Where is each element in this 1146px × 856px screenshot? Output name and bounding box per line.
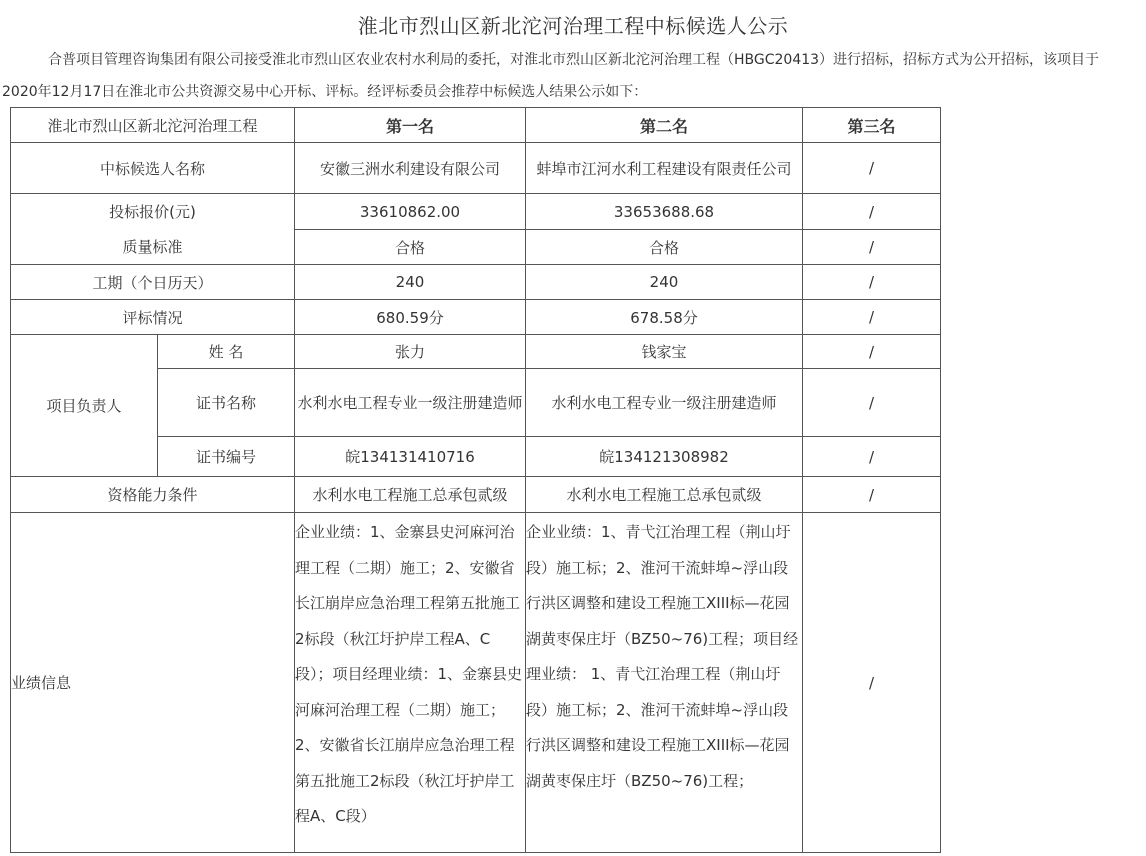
cell-first: 水利水电工程专业一级注册建造师 bbox=[295, 369, 526, 437]
row-label: 业绩信息 bbox=[11, 513, 295, 853]
cell-third: / bbox=[803, 437, 941, 477]
row-label: 投标报价(元) bbox=[11, 194, 295, 230]
cell-third: / bbox=[803, 513, 941, 853]
table-header-row bbox=[11, 108, 941, 143]
cell-first: 企业业绩：1、金寨县史河麻河治理工程（二期）施工；2、安徽省长江崩岸应急治理工程第五批施工2标段（秋江圩护岸工程A、C段）；项目经理业绩：1、金寨县史河麻河治理工程（二期）施工；2、安徽省长江崩岸应急治理工程第五批施工2标段（秋江圩护岸工程A、C段） bbox=[295, 513, 526, 853]
table-row bbox=[11, 513, 941, 853]
row-label: 项目负责人 bbox=[11, 335, 158, 477]
cell-first: 合格 bbox=[295, 230, 526, 265]
row-label: 资格能力条件 bbox=[11, 477, 295, 513]
cell-second: 678.58分 bbox=[526, 300, 803, 335]
cell-second: 合格 bbox=[526, 230, 803, 265]
cell-first: 680.59分 bbox=[295, 300, 526, 335]
row-label: 质量标准 bbox=[11, 230, 295, 265]
table-row bbox=[11, 143, 941, 194]
cell-second: 皖134121308982 bbox=[526, 437, 803, 477]
cell-third: / bbox=[803, 369, 941, 437]
table-row bbox=[11, 265, 941, 300]
cell-second: 水利水电工程专业一级注册建造师 bbox=[526, 369, 803, 437]
cell-first: 240 bbox=[295, 265, 526, 300]
cell-second: 企业业绩：1、青弋江治理工程（荆山圩段）施工标；2、淮河干流蚌埠~浮山段行洪区调整和建设工程施工XIII标—花园湖黄枣保庄圩（BZ50~76)工程；项目经理业绩： 1、青弋江治理工程（荆山圩段）施工标；2、淮河干流蚌埠~浮山段行洪区调整和建设工程施工XIII标—花园湖黄枣保庄圩（BZ50~76)工程； bbox=[526, 513, 803, 853]
header-third: 第三名 bbox=[803, 108, 941, 143]
table-row bbox=[11, 194, 941, 230]
sub-label: 姓 名 bbox=[158, 335, 295, 369]
intro-paragraph: 合普项目管理咨询集团有限公司接受淮北市烈山区农业农村水利局的委托，对淮北市烈山区新北沱河治理工程（HBGC20413）进行招标，招标方式为公开招标，该项目于2020年12月17日在淮北市公共资源交易中心开标、评标。经评标委员会推荐中标候选人结果公示如下： bbox=[2, 52, 1100, 100]
cell-third: / bbox=[803, 230, 941, 265]
cell-first: 安徽三洲水利建设有限公司 bbox=[295, 143, 526, 194]
row-label: 工期（个日历天） bbox=[11, 265, 295, 300]
header-first: 第一名 bbox=[295, 108, 526, 143]
page-title: 淮北市烈山区新北沱河治理工程中标候选人公示 bbox=[357, 14, 789, 38]
cell-third: / bbox=[803, 143, 941, 194]
table-row bbox=[11, 230, 941, 265]
cell-third: / bbox=[803, 265, 941, 300]
table-row bbox=[11, 300, 941, 335]
cell-first: 张力 bbox=[295, 335, 526, 369]
cell-third: / bbox=[803, 194, 941, 230]
cell-first: 皖134131410716 bbox=[295, 437, 526, 477]
header-second: 第二名 bbox=[526, 108, 803, 143]
cell-first: 水利水电工程施工总承包贰级 bbox=[295, 477, 526, 513]
table-row bbox=[11, 335, 941, 369]
cell-second: 33653688.68 bbox=[526, 194, 803, 230]
cell-second: 水利水电工程施工总承包贰级 bbox=[526, 477, 803, 513]
row-label: 评标情况 bbox=[11, 300, 295, 335]
cell-third: / bbox=[803, 335, 941, 369]
cell-second: 蚌埠市江河水利工程建设有限责任公司 bbox=[526, 143, 803, 194]
sub-label: 证书编号 bbox=[158, 437, 295, 477]
sub-label: 证书名称 bbox=[158, 369, 295, 437]
cell-first: 33610862.00 bbox=[295, 194, 526, 230]
row-label: 中标候选人名称 bbox=[11, 143, 295, 194]
cell-second: 钱家宝 bbox=[526, 335, 803, 369]
cell-second: 240 bbox=[526, 265, 803, 300]
project-name-cell: 淮北市烈山区新北沱河治理工程 bbox=[11, 108, 295, 143]
candidate-table bbox=[10, 107, 941, 853]
table-row bbox=[11, 477, 941, 513]
cell-third: / bbox=[803, 477, 941, 513]
cell-third: / bbox=[803, 300, 941, 335]
